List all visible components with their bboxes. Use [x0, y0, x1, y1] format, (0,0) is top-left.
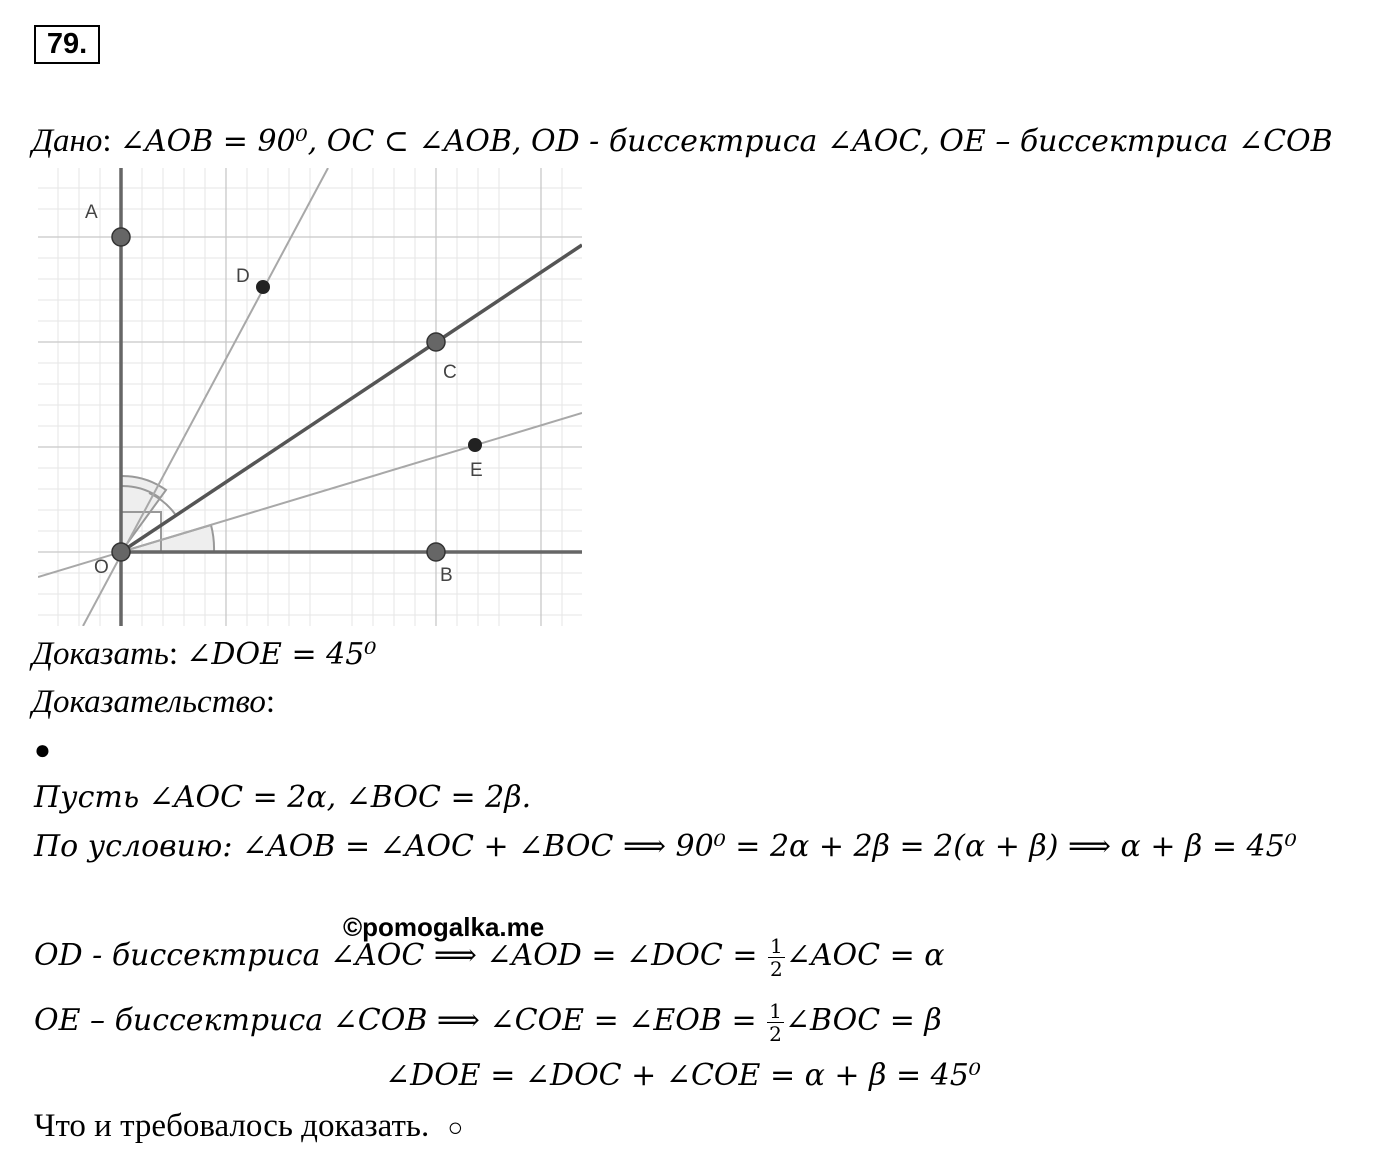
point-a — [112, 228, 130, 246]
proof-line-3 — [34, 932, 945, 980]
proof-colon: : — [265, 684, 276, 720]
fraction-num-1: 1 — [770, 933, 783, 958]
label-a: A — [85, 202, 98, 223]
label-d: D — [236, 266, 250, 287]
prove-statement: ∠DOE = 45⁰ — [186, 637, 377, 672]
conclusion-text: Что и требовалось доказать. — [34, 1108, 430, 1144]
proof-end-marker: ○ — [447, 1113, 464, 1142]
given-label: Дано — [32, 123, 103, 159]
proof-line-4 — [34, 997, 942, 1045]
label-c: C — [443, 362, 457, 383]
proof-line-3-pre: OD - биссектриса ∠AOC ⟹ ∠AOD = ∠DOC = — [34, 938, 758, 973]
fraction-num-2: 1 — [769, 998, 782, 1023]
prove-line — [32, 638, 376, 671]
point-e — [468, 438, 482, 452]
proof-line-3-post: ∠AOC = α — [785, 938, 945, 973]
prove-label: Доказать — [32, 636, 169, 672]
geometry-figure — [38, 168, 582, 626]
proof-line-4-pre: OE – биссектриса ∠COB ⟹ ∠COE = ∠EOB = — [34, 1003, 757, 1038]
point-c — [427, 333, 445, 351]
given-statement: ∠AOB = 90⁰, OC ⊂ ∠AOB, OD - биссектриса ∠AOC, OE – биссектриса ∠COB — [119, 124, 1333, 159]
given-colon: : — [102, 123, 112, 159]
fraction-den-1: 2 — [770, 956, 783, 981]
label-e: E — [470, 460, 483, 481]
fraction-den-2: 2 — [769, 1021, 782, 1046]
watermark: ©pomogalka.me — [343, 912, 545, 942]
prove-colon: : — [168, 636, 179, 672]
label-b: B — [440, 565, 453, 586]
proof-heading — [32, 686, 275, 719]
fraction-half-1 — [768, 935, 785, 980]
point-d — [256, 280, 270, 294]
proof-line-5: ∠DOE = ∠DOC + ∠COE = α + β = 45⁰ — [385, 1058, 981, 1093]
point-o — [112, 543, 130, 561]
point-b — [427, 543, 445, 561]
proof-start-marker: ● — [34, 735, 51, 766]
proof-line-1: Пусть ∠AOC = 2α, ∠BOC = 2β. — [34, 780, 532, 815]
label-o: O — [94, 557, 109, 578]
proof-line-4-post: ∠BOC = β — [784, 1003, 942, 1038]
given-line — [32, 125, 1333, 158]
problem-number: 79. — [34, 25, 100, 64]
conclusion-line — [34, 1110, 463, 1143]
proof-label: Доказательство — [32, 684, 266, 720]
fraction-half-2 — [767, 1000, 784, 1045]
proof-line-2: По условию: ∠AOB = ∠AOC + ∠BOC ⟹ 90⁰ = 2α + 2β = 2(α + β) ⟹ α + β = 45⁰ — [34, 829, 1297, 864]
